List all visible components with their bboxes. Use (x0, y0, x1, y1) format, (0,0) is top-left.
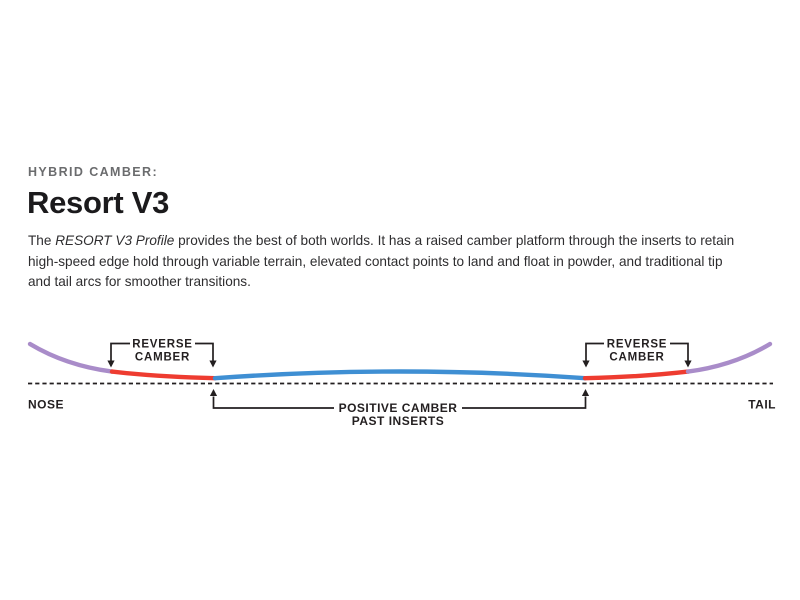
arrow-down-icon (209, 361, 216, 368)
positive-camber-label-line2: PAST INSERTS (351, 414, 445, 428)
reverse-camber-right-segment (585, 372, 688, 379)
reverse-camber-left-label-line1: REVERSE (132, 338, 193, 351)
positive-camber-label-line1: POSITIVE CAMBER (338, 401, 458, 415)
description-line1-rest: provides the best of both worlds. It has a raised camber platform through the inserts to retain (174, 233, 735, 248)
positive-camber-bracket-right-arm (462, 397, 586, 409)
reverse-camber-left-label-line2: CAMBER (134, 351, 191, 364)
arrow-down-icon (107, 361, 114, 368)
tail-tip-curve-segment (688, 344, 770, 372)
positive-camber-bracket-left-arm (214, 397, 335, 409)
reverse-camber-right-label-line1: REVERSE (606, 338, 668, 351)
nose-label: NOSE (28, 397, 65, 412)
arrow-up-icon (582, 389, 589, 396)
tail-label: TAIL (748, 397, 776, 412)
arrow-up-icon (210, 389, 217, 396)
arrow-down-icon (582, 361, 589, 368)
description-line2: high-speed edge hold through variable terrain, elevated contact points to land and float in powder, and traditional tip (28, 253, 723, 269)
page-title: Resort V3 (27, 185, 170, 220)
reverse-camber-right-label-line2: CAMBER (609, 351, 665, 364)
nose-tip-curve-segment (30, 344, 112, 372)
description-profile-name: RESORT V3 Profile (55, 233, 175, 248)
reverse-camber-right-bracket-right-arm (670, 344, 688, 362)
description-line3: and tail arcs for smoother transitions. (28, 274, 251, 290)
profile-type-kicker: HYBRID CAMBER: (28, 165, 159, 179)
positive-camber-platform-segment (215, 372, 585, 379)
reverse-camber-left-segment (112, 372, 215, 379)
reverse-camber-right-bracket-left-arm (586, 344, 604, 362)
arrow-down-icon (684, 361, 691, 368)
reverse-camber-left-bracket-right-arm (195, 344, 213, 362)
reverse-camber-left-bracket-left-arm (111, 344, 130, 362)
description-lead: The (28, 233, 56, 248)
